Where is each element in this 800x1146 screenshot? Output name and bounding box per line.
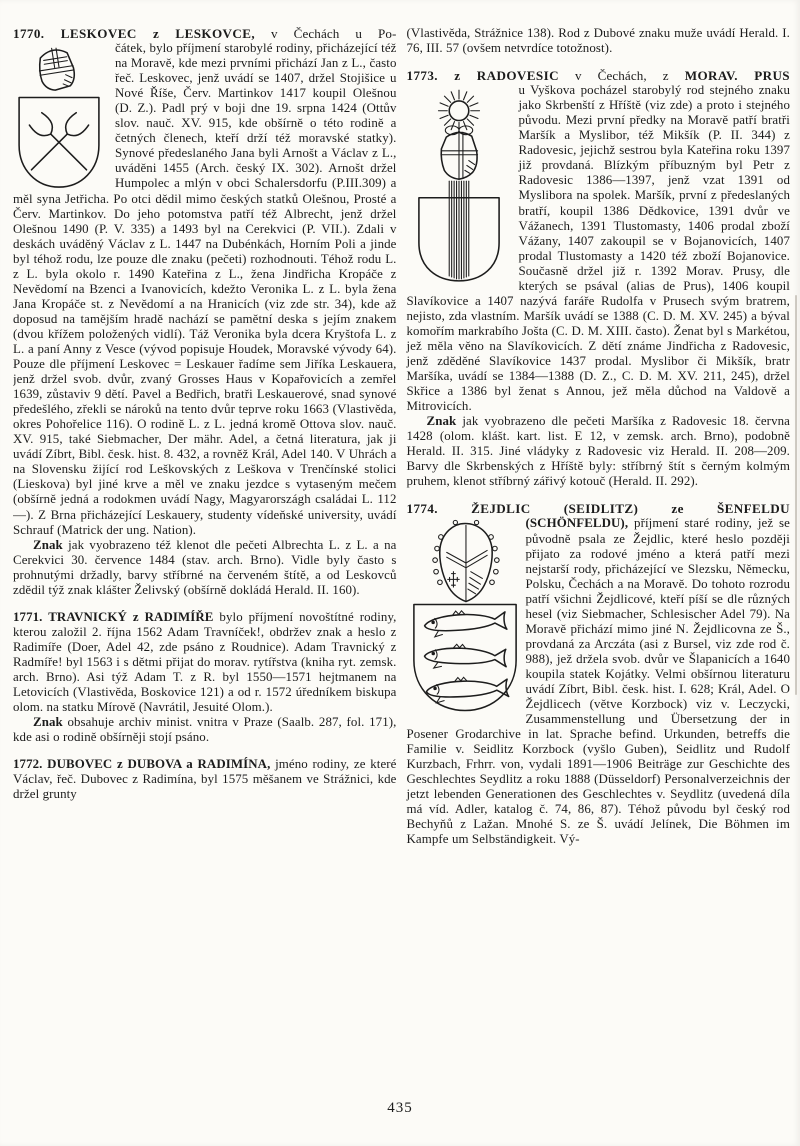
entry-1772-body <box>13 757 397 802</box>
entry-1772-text: rodiny, ze které Václav, řeč. Dubovec z Radimína, byl 1575 měšanem ve Strážnici, kde držel grunty <box>13 757 397 802</box>
entry-1773-name-2: MORAV. PRUS <box>684 68 790 84</box>
entry-1770-znak-paragraph <box>13 538 397 598</box>
page-gutter-line <box>795 295 797 695</box>
entry-1774-number-name: 1774. ŽEJDLIC (SEIDLITZ) ze ŠENFELDU <box>406 501 790 517</box>
entry-1770-znak-text: jak vyobrazeno též klenot dle pečeti Albrechta L. z L. a na Cerekvici 30. července 1484 (stav. arch. Brno). Vidle byly často s prohnutými držadly, barvy stříbrné na červeném štítě, a od Leskovců zdědil týž znak klášter Želivský (obšírně dokládá Herald. II. 160). <box>13 537 397 597</box>
entry-1770-heading <box>13 26 397 41</box>
entry-1772-continuation: (Vlastivěda, Strážnice 138). Rod z Dubové znaku muže uvádí Herald. I. 76, III. 57 (ovšem netvrdíce totožnost). <box>406 26 790 56</box>
entry-1770-number-name: 1770. LESKOVEC z LESKOVCE, <box>13 26 256 41</box>
entry-1773-znak-text: jak vyobrazeno dle pečeti Maršíka z Radovesic 18. června 1428 (olom. klášt. kart. list. E 12, v zemsk. arch. Brno), podobně Herald. II. 315. Jiné vládyky z Radovesic viz Herald. II. 208—209. Barvy dle Skrbenských z Hříště byly: stříbrný štít s černým kolmým pruhem, klenot stříbrný zářivý kotouč (Herald. II. 292). <box>406 414 790 489</box>
entry-1773-body <box>407 83 791 414</box>
entry-1773-text: u Vyškova pocházel starobylý rod stejného znaku jako Skrbenští z Hříště (viz zde) a proto i stejného původu. Mezi první předky na Moravě patří bratři Maršík a Myslibor, též Mikšík (P. II. 344) z Radovesic, jejichž sestrou byla Kateřina roku 1397 již provdaná. Blízkým příbuzným byl Petr z Radovesic 1386—1397, jenž vzat 1391 od Myslibora na spolek. Maršík, první z předeslaných bratří, koupil 1386 Dědkovice, 1391 dvůr ve Vážanech, 1391 Tlustomasty, 1406 prodal zboží Vážany, 1407 zakoupil se v Bojanovicích, 1407 prodal Tlustomasty a 1420 též zboží Bojanovice. Současně držel již r. 1392 Morav. Prusy, dle kterých se psával (alias de Prus), 1406 koupil Slavíkovice a 1407 nazývá faráře Rudolfa v Prusech svým bratrem, nejisto, zda vlastním. Maršík uvádí se 1388 (C. D. M. XV. 245) a býval komořím markrabího Jošta (C. D. M. XIII. často). Ženat byl s Markétou, jež měla věno na Slavíkovicích. Z dětí známe Jindřicha z Radovesic, jenž zděděné Slavíkovice 1437 prodal. Myslibor či Mikšík, bratr Maršíka, uvádí se 1384—1388 (D. Z., C. D. M. XV. 211, 245), držel Skřice a 1386 byl ženat s Annou, jež měla důchod na Valdově a Mitrovicích. <box>406 83 790 414</box>
entry-1774 <box>407 501 791 847</box>
entry-1770-heading-rest: v Čechách u Po- <box>255 26 397 41</box>
entry-1774-heading <box>407 501 791 516</box>
entry-1774-body <box>407 516 791 847</box>
entry-1773-number-name: 1773. z RADOVESIC <box>406 68 559 84</box>
entry-1772-number-name: 1772. DUBOVEC z DUBOVA a RADIMÍNA, <box>13 757 271 772</box>
znak-label: Znak <box>426 414 457 429</box>
entry-1773-heading <box>407 68 791 83</box>
entry-1773-heading-middle: v Čechách, z <box>558 68 685 84</box>
entry-1770-text: čátek, bylo příjmení starobylé rodiny, přicházející též na Moravě, kde mezi prvními přichází Jan z L., často řeč. Leskovec, jenž uvádí se 1407, držel Stojišice u Nové Říše, Červ. Martinkov 1417 koupil Olešnou (D. Z.). Padl prý v boji dne 19. srpna 1424 (Ottův slov. nauč. XV. 915, kde obšírně o této rodině a četných členech, kteří drží též moravské statky). Synové předeslaného Jana byli Arnošt a Václav z L., uváděni 1455 (Arch. český IX. 302). Arnošt držel Humpolec a mlýn v obci Schalersdorfu (P.III.309) a měl syna Jetřicha. Po otci dědil mimo českých statků Olešnou, Prosté a Červ. Martinkov. Do jeho potomstva patří též Albrecht, jenž držel Olešnou 1490 (P. V. 335) a 1493 byl na Cerekvici (P. VII.). Zdali v deskách uváděný Václav z L. 1447 na Dubénkách, Horním Poli a jinde byl téhož rodu, lze pouze dle znaku (pečeti) rozhodnouti. Téhož rodu L. z L. byla okolo r. 1490 Kateřina z L., žena Jindřicha Kropáče z Nevědomí na Bzenci a Ivanovicích, kdežto Veronika L. z L. byla žena Jana Kropáče st. z Nevědomí a na Hranicích (viz zde str. 34), kde až doposud na tamějším hradě nachází se pamětní deska s jejím znakem (dvou křížem položených vidlí). Táž Veronika byla dcera Kryštofa L. z L. a paní Anny z Vesce (vývod popisuje Houdek, Moravské vývody 64). Pouze dle příjmení Leskovec = Leskauer řadíme sem Jiříka Leskauera, jenž držel svob. dvůr, zvaný Grosses Haus v Kopařovicích a zemřel 1639, zůstaviv 9 dětí. Pavel a Bedřich, bratři Leskauerové, snad synové předešlého, zřekli se nároků na tento dvůr teprve roku 1663 (Vlastivěda, okres Pohořelice 116). O rodině L. z L. jedná kromě Ottova slov. nauč. XV. 915, také Siebmacher, Der mähr. Adel, a četná literatura, jak ji uvádí Zíbrt, Bibl. česk. hist. 8. 432, a rovněž Král, Adel 140. V Uhrách a na Slovensku žijící rod Leškovských z Leškova v Trenčínské stolici (Lieskova) byl jiné krve a měl ve znaku jezdce s vytaseným mečem (obšírně jedná a rodokmen uvádí Nagy, Magyarországh családai L. 112—). Z Brna přicházející Leskauery, studenty vídeňské university, uvádí Schrauf (Matrick der ung. Nation). <box>13 41 397 537</box>
entry-1771-text: novoštítné rodiny, kterou založil 2. října 1562 Adam Travníček!, obdržev znak a heslo z Radimíře (Doer, Adel 42, zde psáno z Roudnice). Adam Travnický z Radmíře! byl 1563 i s dětmi přijat do morav. rytířstva (kniha ryt. zemsk. arch. Brno). Asi týž Adam T. z R. byl 1550—1571 hejtmanem na Letovicích (Vlastivěda, Boskovice 121) a od r. 1572 úředníkem biskupa olom. na statku Mírově (Navrátil, Jesuité Olom.). <box>13 609 397 715</box>
entry-1771-znak-text: obsahuje archiv minist. vnitra v Praze (Saalb. 287, fol. 171), kde asi o rodině obšírněji stojí psáno. <box>13 715 397 745</box>
znak-label: Znak <box>33 537 63 552</box>
leskovec-coat-of-arms-icon <box>15 44 103 190</box>
entry-1771-body <box>13 610 397 715</box>
entry-1773 <box>407 68 791 489</box>
znak-label: Znak <box>33 715 63 730</box>
entry-1774-text: příjmení staré rodiny, jež se původně psala ze Žejdlic, které heslo později přijato za rodové jméno a která patří mezi nejstarší rody, přicházející ve Slezsku, Německu, Polsku, Čechách a na Moravě. Do tohoto rozrodu patří všichni Žejdlicové, kteří píší se dle různých hesel (viz Siebmacher, Schlesischer Adel 79). Na Moravě přichází mimo jiné N. Žejdlicovna ze Š., provdaná za Arczáta (asi z Bursel, viz zde rod č. 988), jež držela svob. dvůr ve Šlapanicích a 1640 koupila statek Kojátky. Velmi obšírnou literaturu uvádí Zíbrt, Bibl. česk. hist. I. 628; Král, Adel. O Žejdlicech (větve Korzbock) viz v. Leczycki, Zusammenstellung und Übersetzung der in Posener Grodarchive in lat. Sprache befind. Urkunden, betreffs die Familie v. Seidlitz Korzbock (vyšlo Guben), Seidlitz und Rudolf Kurzbach, Frhrr. von, vydali 1891—1906 Beiträge zur Geschichte des Geschlechtes Seydlitz a roku 1888 (Düsseldorf) Personalverzeichnis der jetzt lebenden Generationen des Geschlechtes v. Seydlitz (uvedená díla má víd. Adler, katalog č. 74, 86, 87). Téhož původu byl český rod Bechyňů z Lažan. Mnohé S. ze Š. uvádí Jelínek, Die Böhmen im Kampfe um Selbständigkeit. Vý- <box>406 516 790 847</box>
text-columns <box>13 26 790 1086</box>
entry-1773-znak-paragraph <box>407 414 791 489</box>
entry-1771-number-name: 1771. TRAVNICKÝ z RADIMÍŘE <box>13 609 214 624</box>
entry-1770-body <box>13 41 397 538</box>
entry-1774-name-2: (SCHÖNFELDU), <box>525 516 629 531</box>
radovesic-coat-of-arms-icon <box>415 87 503 287</box>
page-number: 435 <box>387 1100 413 1116</box>
entry-1772-heading-rest: jméno <box>270 757 313 772</box>
left-column <box>13 26 397 1086</box>
entry-1772 <box>13 757 397 802</box>
right-column <box>407 26 791 1086</box>
entry-1770 <box>13 26 397 598</box>
entry-1771-znak-paragraph <box>13 715 397 745</box>
entry-1771 <box>13 610 397 745</box>
zejdlic-coat-of-arms-icon <box>411 518 519 716</box>
entry-1771-heading-rest: bylo příjmení <box>213 609 300 624</box>
